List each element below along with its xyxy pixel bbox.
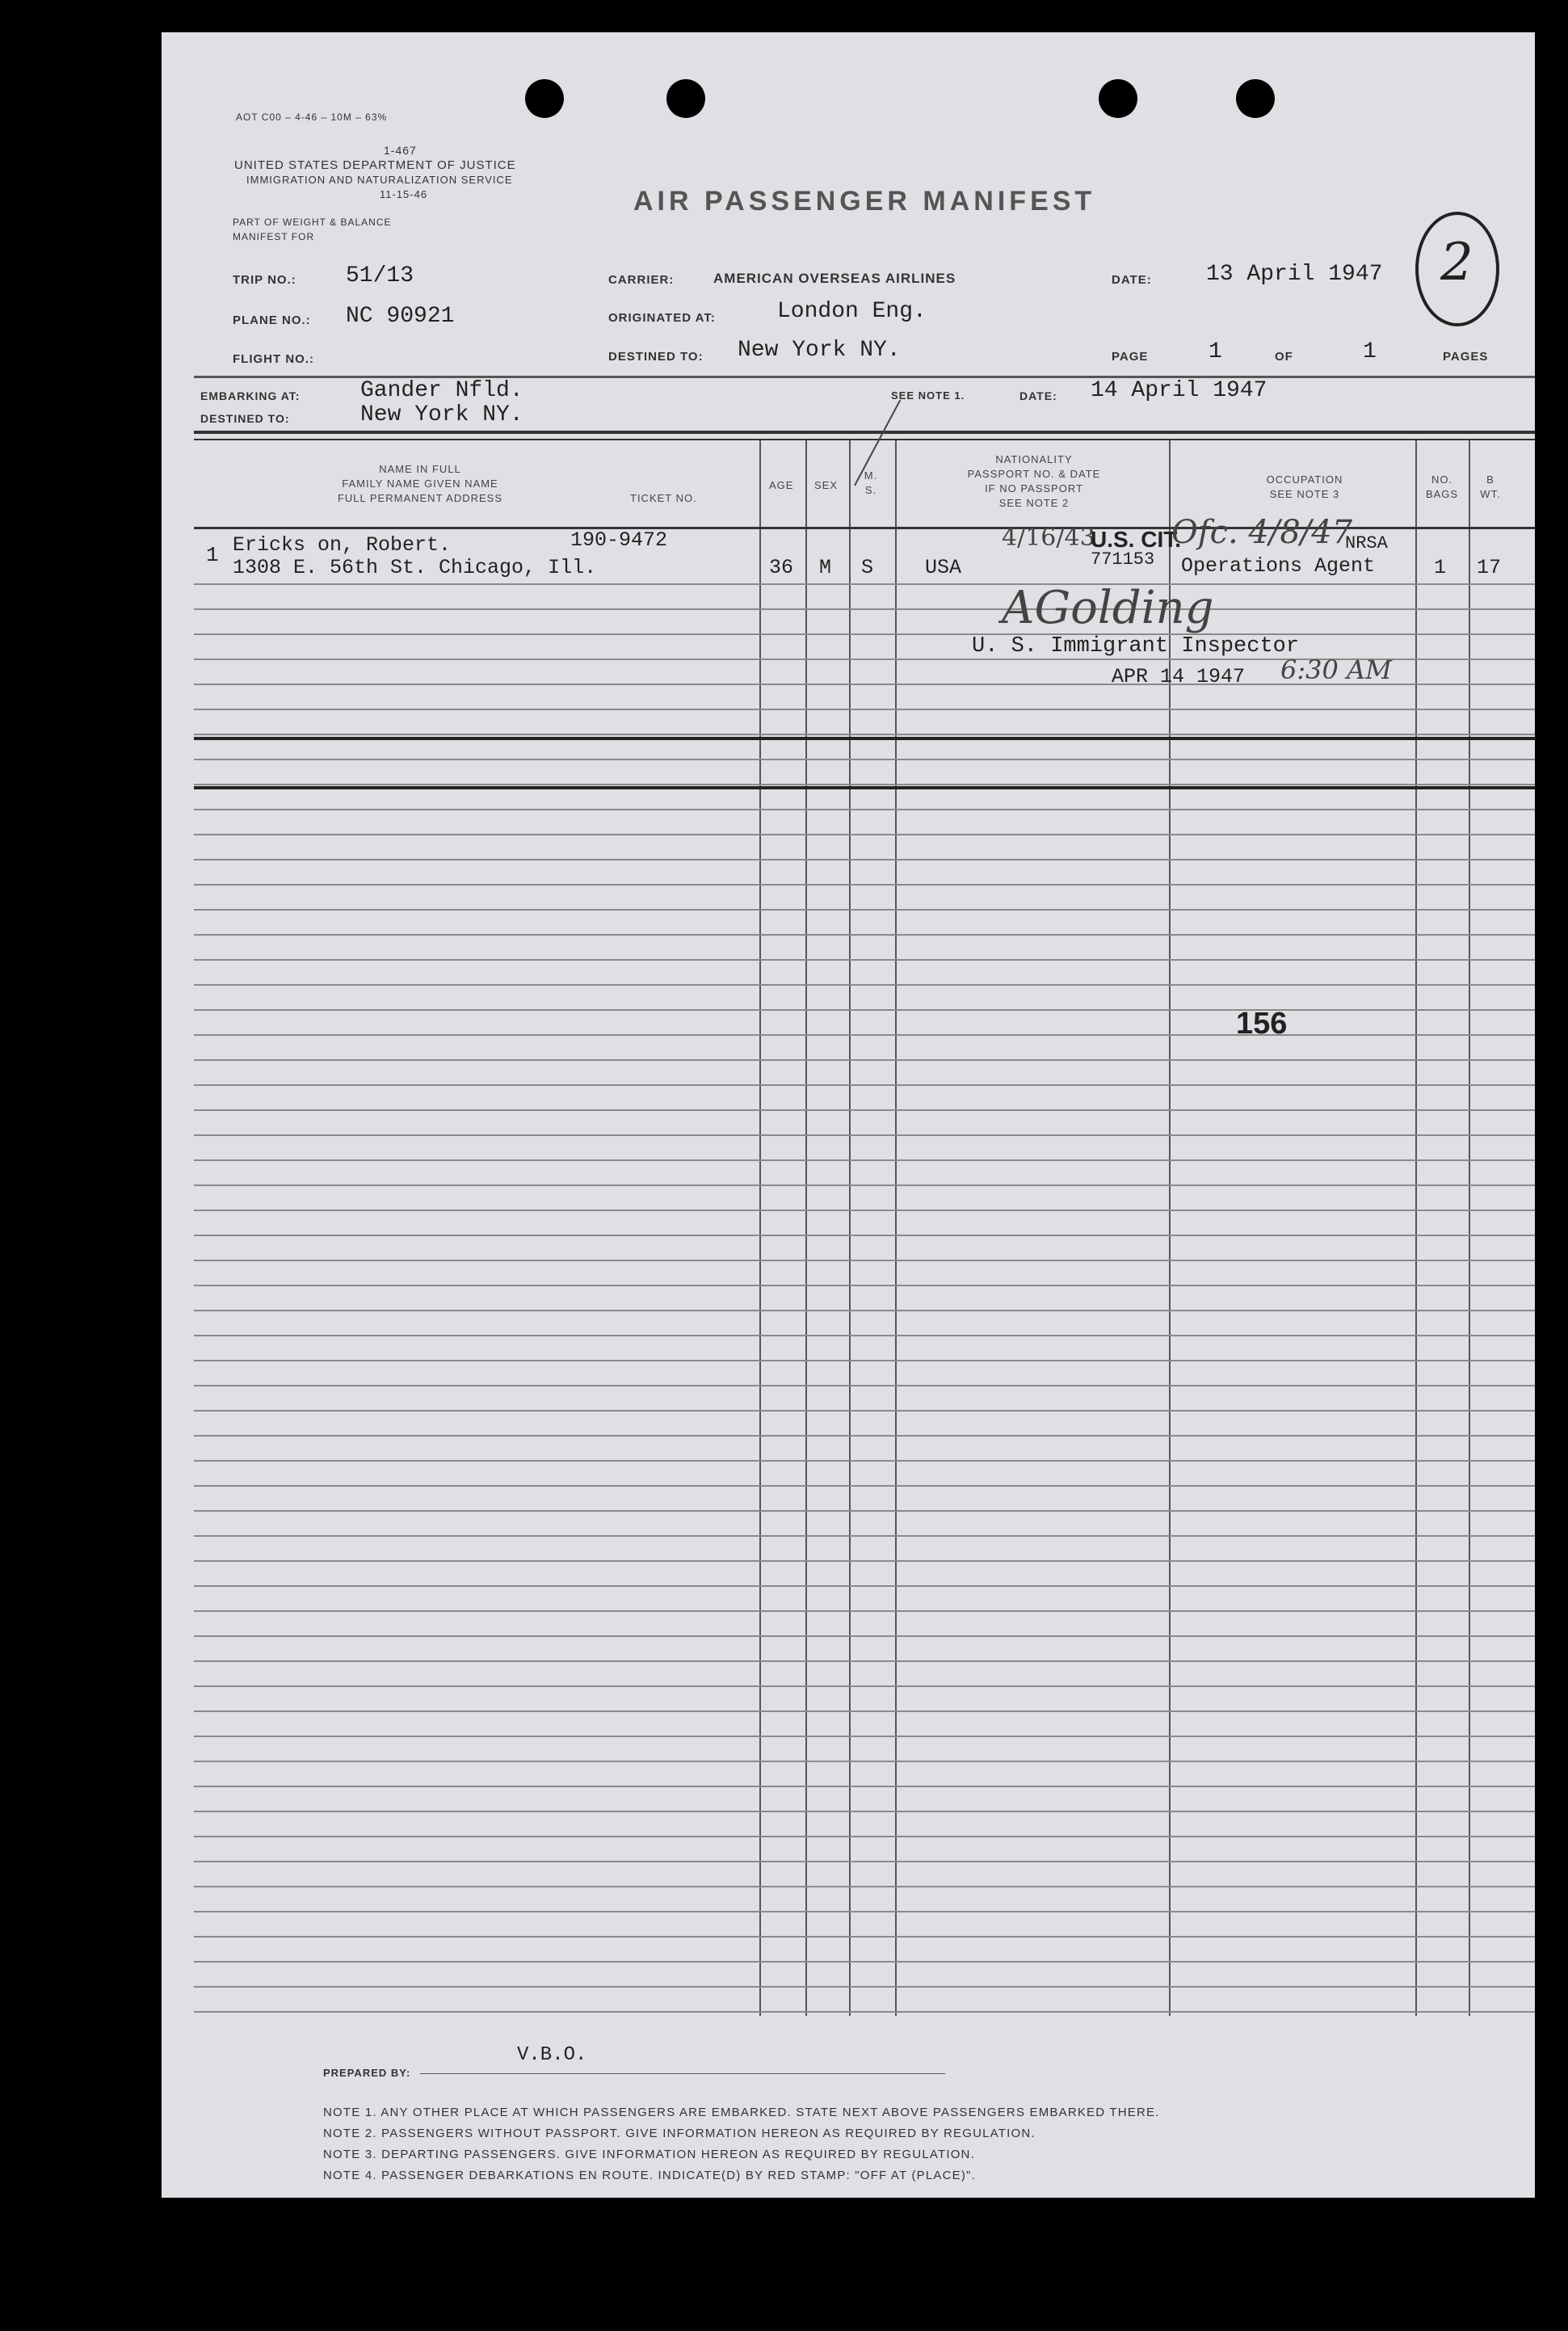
trip-label: TRIP NO.: [233,273,296,287]
table-row-line [194,1585,1535,1587]
col-header-ticket: TICKET NO. [630,492,697,504]
carrier-value: AMERICAN OVERSEAS AIRLINES [713,271,956,286]
note-3: NOTE 3. DEPARTING PASSENGERS. GIVE INFORMATION HEREON AS REQUIRED BY REGULATION. [323,2148,975,2161]
embark-date-value: 14 April 1947 [1091,378,1267,403]
table-row-line [194,1610,1535,1612]
inspection-time: 6:30 AM [1280,654,1392,685]
date-label: DATE: [1112,273,1152,287]
passenger-name: Ericks on, Robert. [233,533,452,557]
sheet-mark: 2 [1440,233,1473,292]
embarking-label: EMBARKING AT: [200,389,301,402]
pages-label: PAGES [1443,350,1489,364]
prepared-by-label: PREPARED BY: [323,2067,411,2079]
passenger-ticket: 190-9472 [570,528,668,552]
table-row-line [194,1710,1535,1712]
occupation-stamp: NRSA [1345,533,1388,553]
passenger-occupation: Operations Agent [1181,554,1376,578]
occupation-annotation: Ofc. 4/8/47 [1171,514,1353,551]
table-row-line [194,1159,1535,1161]
plane-label: PLANE NO.: [233,313,311,327]
table-row-line [194,759,1535,760]
trip-value: 51/13 [346,263,414,288]
passport-handwritten-date: 4/16/43 [1002,524,1095,552]
date-value: 13 April 1947 [1206,262,1383,287]
note-1: NOTE 1. ANY OTHER PLACE AT WHICH PASSENGERS ARE EMBARKED. STATE NEXT ABOVE PASSENGERS EMBARKED THERE. [323,2106,1160,2119]
passenger-sex: M [819,556,832,579]
table-row-line [194,1761,1535,1762]
form-title: AIR PASSENGER MANIFEST [633,186,1096,217]
table-row-line [194,1635,1535,1637]
of-value: 1 [1363,339,1377,364]
divider [194,431,1535,434]
table-row-line [194,709,1535,710]
prepared-by-line [420,2073,945,2074]
col-header-occupation: OCCUPATION SEE NOTE 3 [1266,473,1343,500]
table-row-line [194,1385,1535,1386]
inspection-date-stamp: APR 14 1947 [1112,665,1246,688]
col-line [805,440,807,2016]
passenger-marital: S [861,556,874,579]
inspector-signature: AGolding [1002,582,1214,634]
table-row-line [194,1911,1535,1912]
note-2: NOTE 2. PASSENGERS WITHOUT PASSPORT. GIVE INFORMATION HEREON AS REQUIRED BY REGULATION. [323,2127,1036,2140]
punch-hole [1236,79,1275,118]
table-row-line [194,734,1535,735]
passport-stamp: U.S. CIT. [1091,527,1182,552]
table-row-line [194,1660,1535,1662]
prepared-by-value: V.B.O. [517,2044,587,2066]
originated-value: London Eng. [777,299,927,324]
table-row-line [194,2011,1535,2013]
table-row-line [194,1260,1535,1261]
table-row-line [194,583,1535,585]
manifest-page [162,32,1535,2198]
table-row-line [194,959,1535,961]
carrier-label: CARRIER: [608,273,675,287]
manifest-for-label: MANIFEST FOR [233,231,315,242]
table-row-line [194,1861,1535,1862]
table-row-line [194,784,1535,785]
table-row-line [194,1485,1535,1487]
col-header-name: NAME IN FULL FAMILY NAME GIVEN NAME FULL PERMANENT ADDRESS [337,463,503,504]
passenger-nationality: USA [925,556,962,579]
inspector-title: U. S. Immigrant Inspector [972,634,1300,658]
destined-value: New York NY. [738,338,901,363]
page-value: 1 [1209,339,1222,364]
passenger-weight: 17 [1477,556,1502,579]
table-row-line [194,1285,1535,1286]
table-row-line [194,1535,1535,1537]
form-code: AOT C00 – 4-46 – 10M – 63% [236,112,388,123]
heavy-row-line [194,786,1535,789]
table-row-line [194,1410,1535,1412]
table-row-line [194,1886,1535,1887]
col-line [849,440,851,2016]
table-row-line [194,1811,1535,1812]
table-row-line [194,1059,1535,1061]
table-row-line [194,1560,1535,1562]
col-header-age: AGE [769,479,794,491]
table-row-line [194,1109,1535,1111]
table-row-line [194,1685,1535,1687]
table-row-line [194,809,1535,810]
destined-label: DESTINED TO: [608,350,704,364]
punch-hole [1099,79,1137,118]
table-row-line [194,1210,1535,1211]
page-label: PAGE [1112,350,1149,364]
punch-hole [666,79,705,118]
table-row-line [194,1986,1535,1988]
table-row-line [194,1736,1535,1737]
originated-label: ORIGINATED AT: [608,311,716,325]
col-header-sex: SEX [814,479,839,491]
table-row-line [194,1936,1535,1938]
col-line [895,440,897,2016]
punch-hole [525,79,564,118]
col-line [759,440,761,2016]
of-label: OF [1275,350,1293,364]
table-row-line [194,1435,1535,1437]
see-note-1: SEE NOTE 1. [891,389,965,402]
col-header-weight: B WT. [1480,473,1501,500]
table-row-line [194,1360,1535,1361]
service-name: IMMIGRATION AND NATURALIZATION SERVICE [246,174,513,186]
embarking-value: Gander Nfld. [360,378,523,403]
flight-label: FLIGHT NO.: [233,352,314,366]
heavy-row-line [194,737,1535,740]
part-of-label: PART OF WEIGHT & BALANCE [233,217,392,228]
col-line [1415,440,1417,2016]
table-row-line [194,909,1535,911]
table-row-line [194,1786,1535,1787]
table-row-line [194,859,1535,860]
table-row-line [194,884,1535,886]
page-number: 156 [1236,1007,1288,1041]
table-row-line [194,1460,1535,1462]
table-row-line [194,633,1535,635]
table-row-line [194,1184,1535,1186]
passenger-bags: 1 [1434,556,1447,579]
col-header-nationality: NATIONALITY PASSPORT NO. & DATE IF NO PASSPORT SEE NOTE 2 [967,453,1101,509]
embark-date-label: DATE: [1019,389,1057,402]
table-row-line [194,608,1535,610]
table-row-line [194,984,1535,986]
table-row-line [194,1084,1535,1086]
table-row-line [194,1510,1535,1512]
table-row-line [194,934,1535,936]
form-date: 11-15-46 [380,188,428,200]
agency-name: UNITED STATES DEPARTMENT OF JUSTICE [234,158,516,172]
table-row-line [194,1961,1535,1963]
table-row-line [194,1310,1535,1311]
table-row-line [194,834,1535,835]
table-row-line [194,1034,1535,1036]
table-row-line [194,1134,1535,1136]
embark-destined-value: New York NY. [360,402,523,427]
passport-number: 771153 [1091,549,1155,570]
col-line [1469,440,1470,2016]
col-header-ms: M. S. [864,469,878,496]
divider [194,439,1535,440]
embark-destined-label: DESTINED TO: [200,412,290,425]
row-mark: 1 [206,543,219,567]
plane-value: NC 90921 [346,304,455,329]
table-row-line [194,1009,1535,1011]
form-number: 1-467 [384,144,417,157]
table-row-line [194,1836,1535,1837]
passenger-age: 36 [769,556,794,579]
table-row-line [194,1335,1535,1336]
passenger-address: 1308 E. 56th St. Chicago, Ill. [233,556,597,579]
note-4: NOTE 4. PASSENGER DEBARKATIONS EN ROUTE. INDICATE(D) BY RED STAMP: "OFF AT (PLACE)". [323,2169,976,2182]
col-header-bags: NO. BAGS [1425,473,1459,500]
table-row-line [194,1235,1535,1236]
